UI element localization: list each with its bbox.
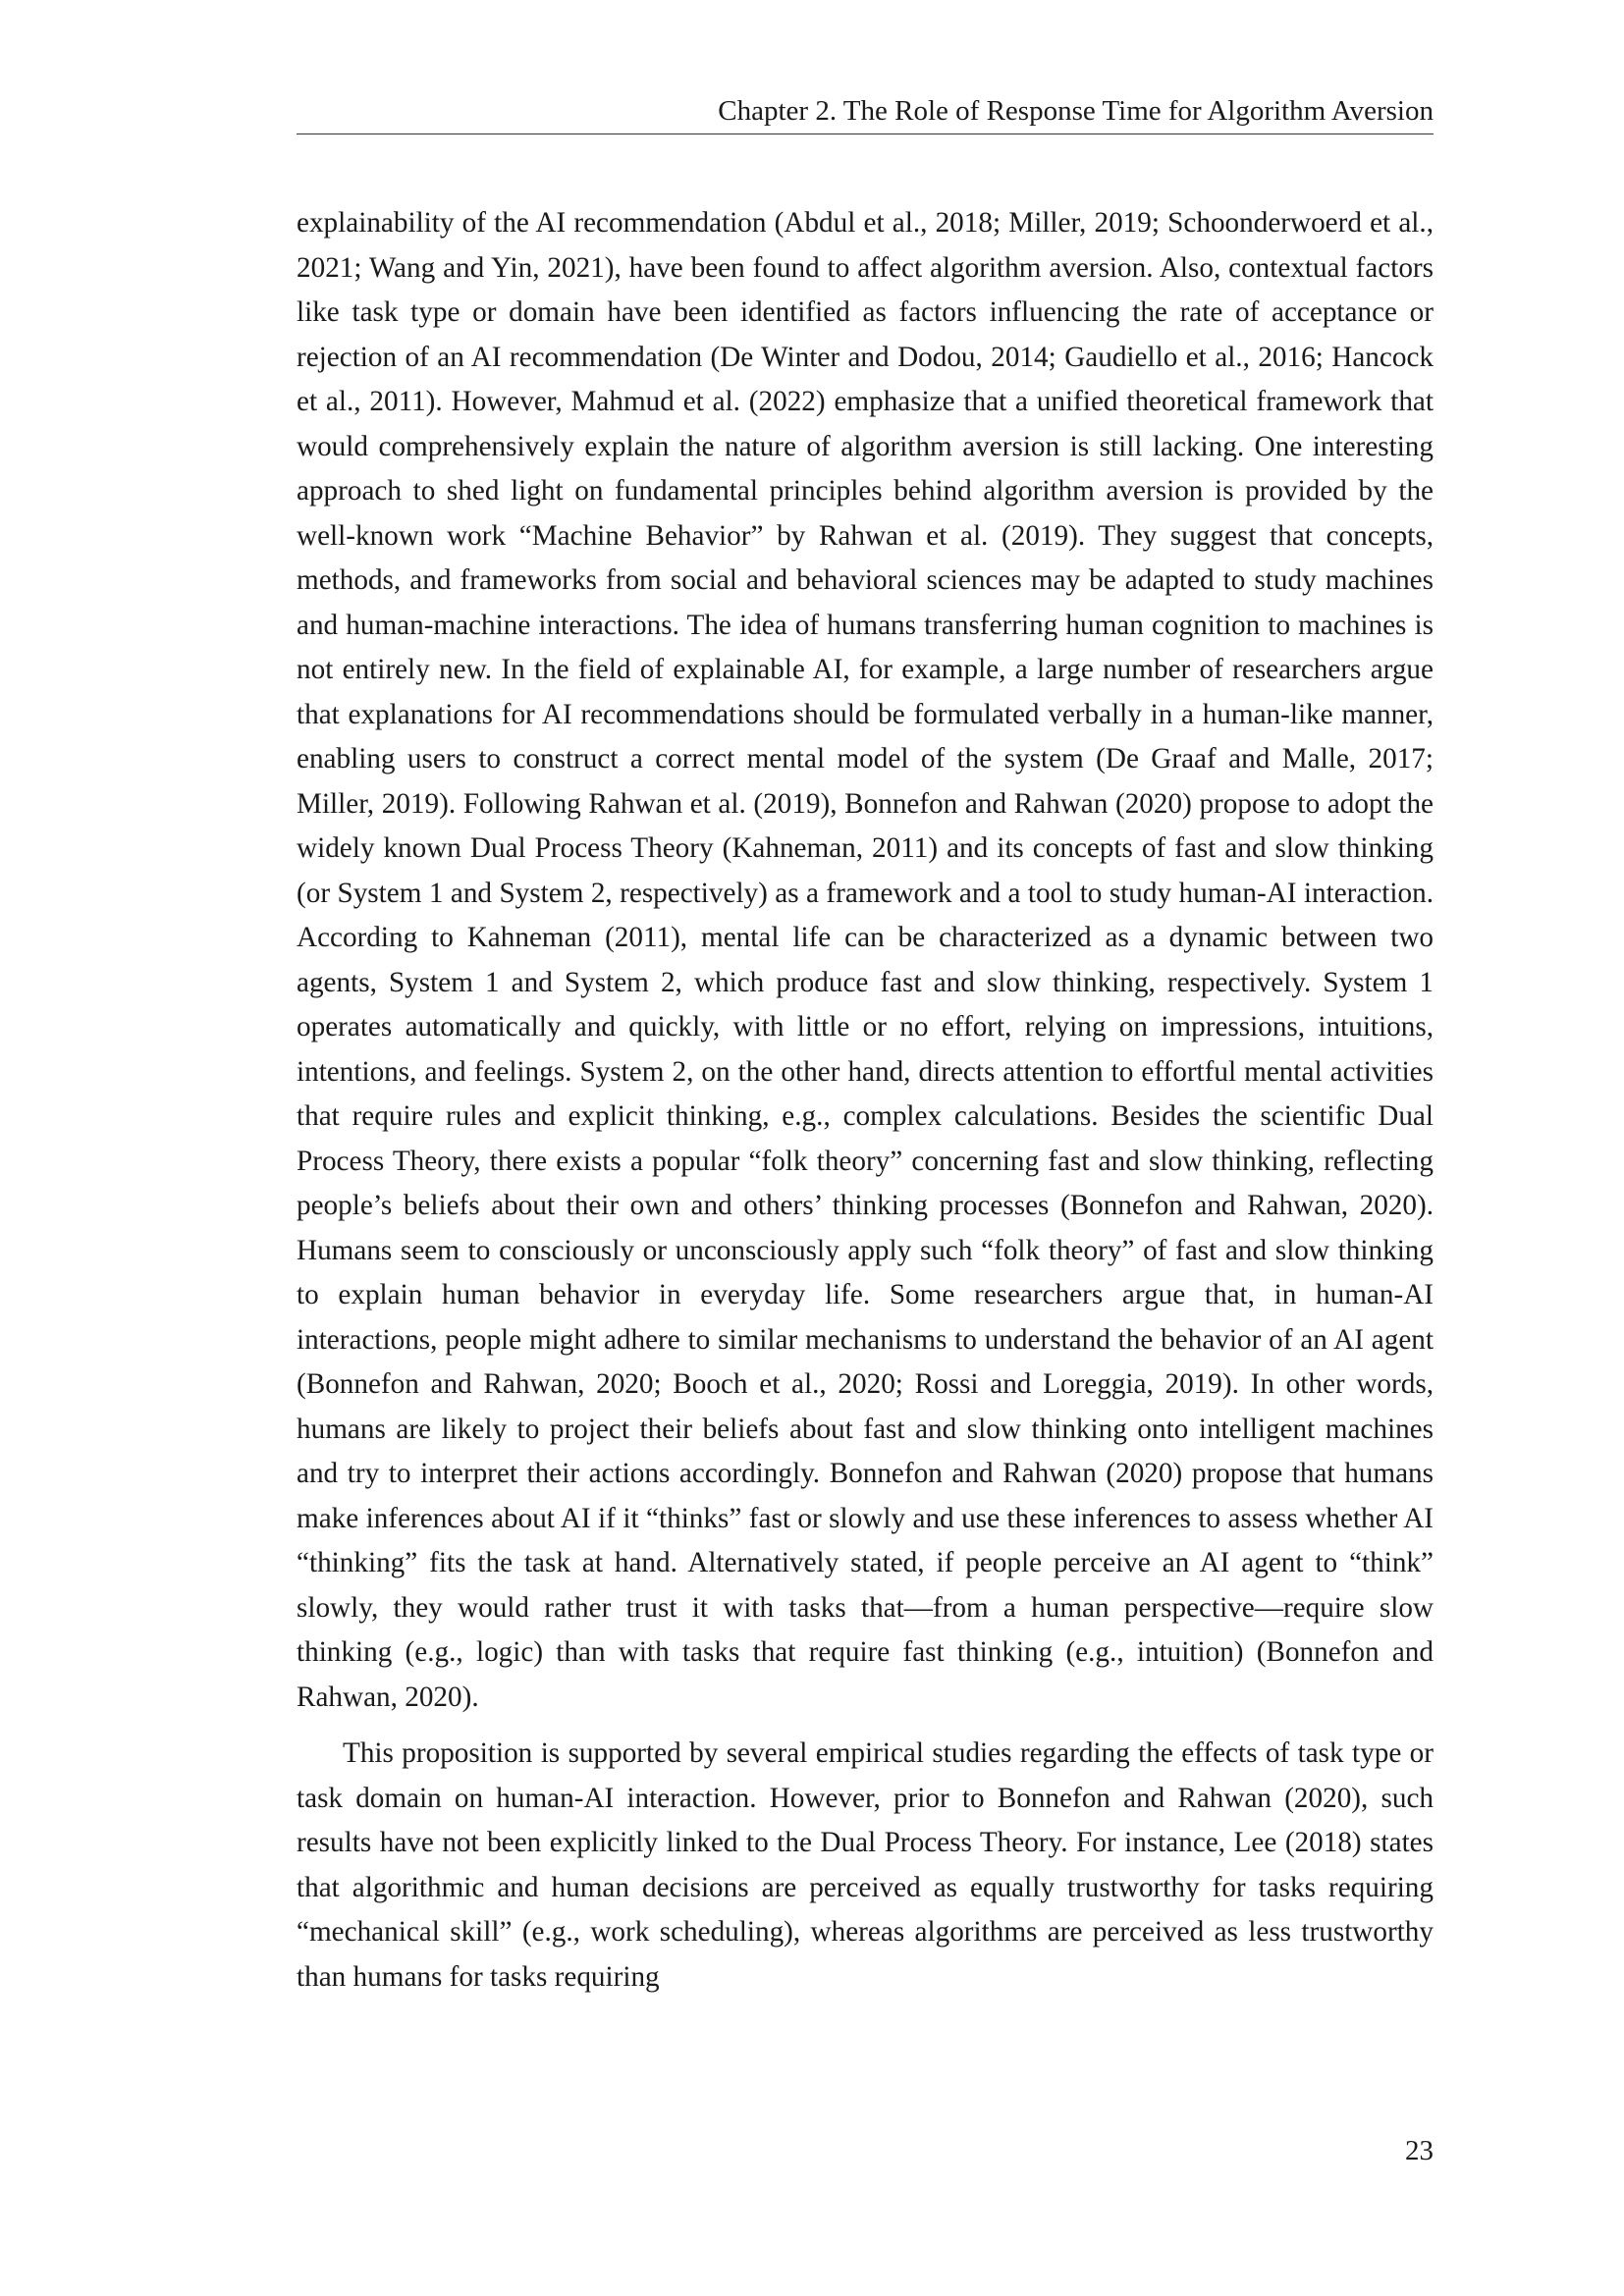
page-number: 23 (1405, 2135, 1434, 2166)
running-header: Chapter 2. The Role of Response Time for Algorithm Aversion (718, 95, 1434, 127)
body-text (297, 201, 1434, 2000)
header-rule (297, 133, 1434, 134)
document-page (297, 0, 1434, 2296)
paragraph: explainability of the AI recommendation (Abdul et al., 2018; Miller, 2019; Schoonderwoerd et al., 2021; Wang and Yin, 2021), have been found to affect algorithm aversion. Also, contextual factors like task type or domain have been identified as factors influencing the rate of acceptance or rejection of an AI recommendation (De Winter and Dodou, 2014; Gaudiello et al., 2016; Hancock et al., 2011). However, Mahmud et al. (2022) emphasize that a unified theoretical framework that would comprehensively explain the nature of algorithm aversion is still lacking. One interesting approach to shed light on fundamental principles behind algorithm aversion is provided by the well-known work “Machine Behavior” by Rahwan et al. (2019). They suggest that concepts, methods, and frameworks from social and behavioral sciences may be adapted to study machines and human-machine interactions. The idea of humans transferring human cognition to machines is not entirely new. In the field of explainable AI, for example, a large number of researchers argue that explanations for AI recommendations should be formulated verbally in a human-like manner, enabling users to construct a correct mental model of the system (De Graaf and Malle, 2017; Miller, 2019). Following Rahwan et al. (2019), Bonnefon and Rahwan (2020) propose to adopt the widely known Dual Process Theory (Kahneman, 2011) and its concepts of fast and slow thinking (or System 1 and System 2, respectively) as a framework and a tool to study human-AI interaction. According to Kahneman (2011), mental life can be characterized as a dynamic between two agents, System 1 and System 2, which produce fast and slow thinking, respectively. System 1 operates automatically and quickly, with little or no effort, relying on impressions, intuitions, intentions, and feelings. System 2, on the other hand, directs attention to effortful mental activities that require rules and explicit thinking, e.g., complex calculations. Besides the scientific Dual Process Theory, there exists a popular “folk theory” concerning fast and slow thinking, reflecting people’s beliefs about their own and others’ thinking processes (Bonnefon and Rahwan, 2020). Humans seem to consciously or unconsciously apply such “folk theory” of fast and slow thinking to explain human behavior in everyday life. Some researchers argue that, in human-AI interactions, people might adhere to similar mechanisms to understand the behavior of an AI agent (Bonnefon and Rahwan, 2020; Booch et al., 2020; Rossi and Loreggia, 2019). In other words, humans are likely to project their beliefs about fast and slow thinking onto intelligent machines and try to interpret their actions accordingly. Bonnefon and Rahwan (2020) propose that humans make inferences about AI if it “thinks” fast or slowly and use these inferences to assess whether AI “thinking” fits the task at hand. Alternatively stated, if people perceive an AI agent to “think” slowly, they would rather trust it with tasks that—from a human perspective—require slow thinking (e.g., logic) than with tasks that require fast thinking (e.g., intuition) (Bonnefon and Rahwan, 2020). (297, 207, 1434, 1713)
paragraph: This proposition is supported by several empirical studies regarding the effects of task type or task domain on human-AI interaction. However, prior to Bonnefon and Rahwan (2020), such results have not been explicitly linked to the Dual Process Theory. For instance, Lee (2018) states that algorithmic and human decisions are perceived as equally trustworthy for tasks requiring “mechanical skill” (e.g., work scheduling), whereas algorithms are perceived as less trustworthy than humans for tasks requiring (297, 1737, 1434, 1993)
